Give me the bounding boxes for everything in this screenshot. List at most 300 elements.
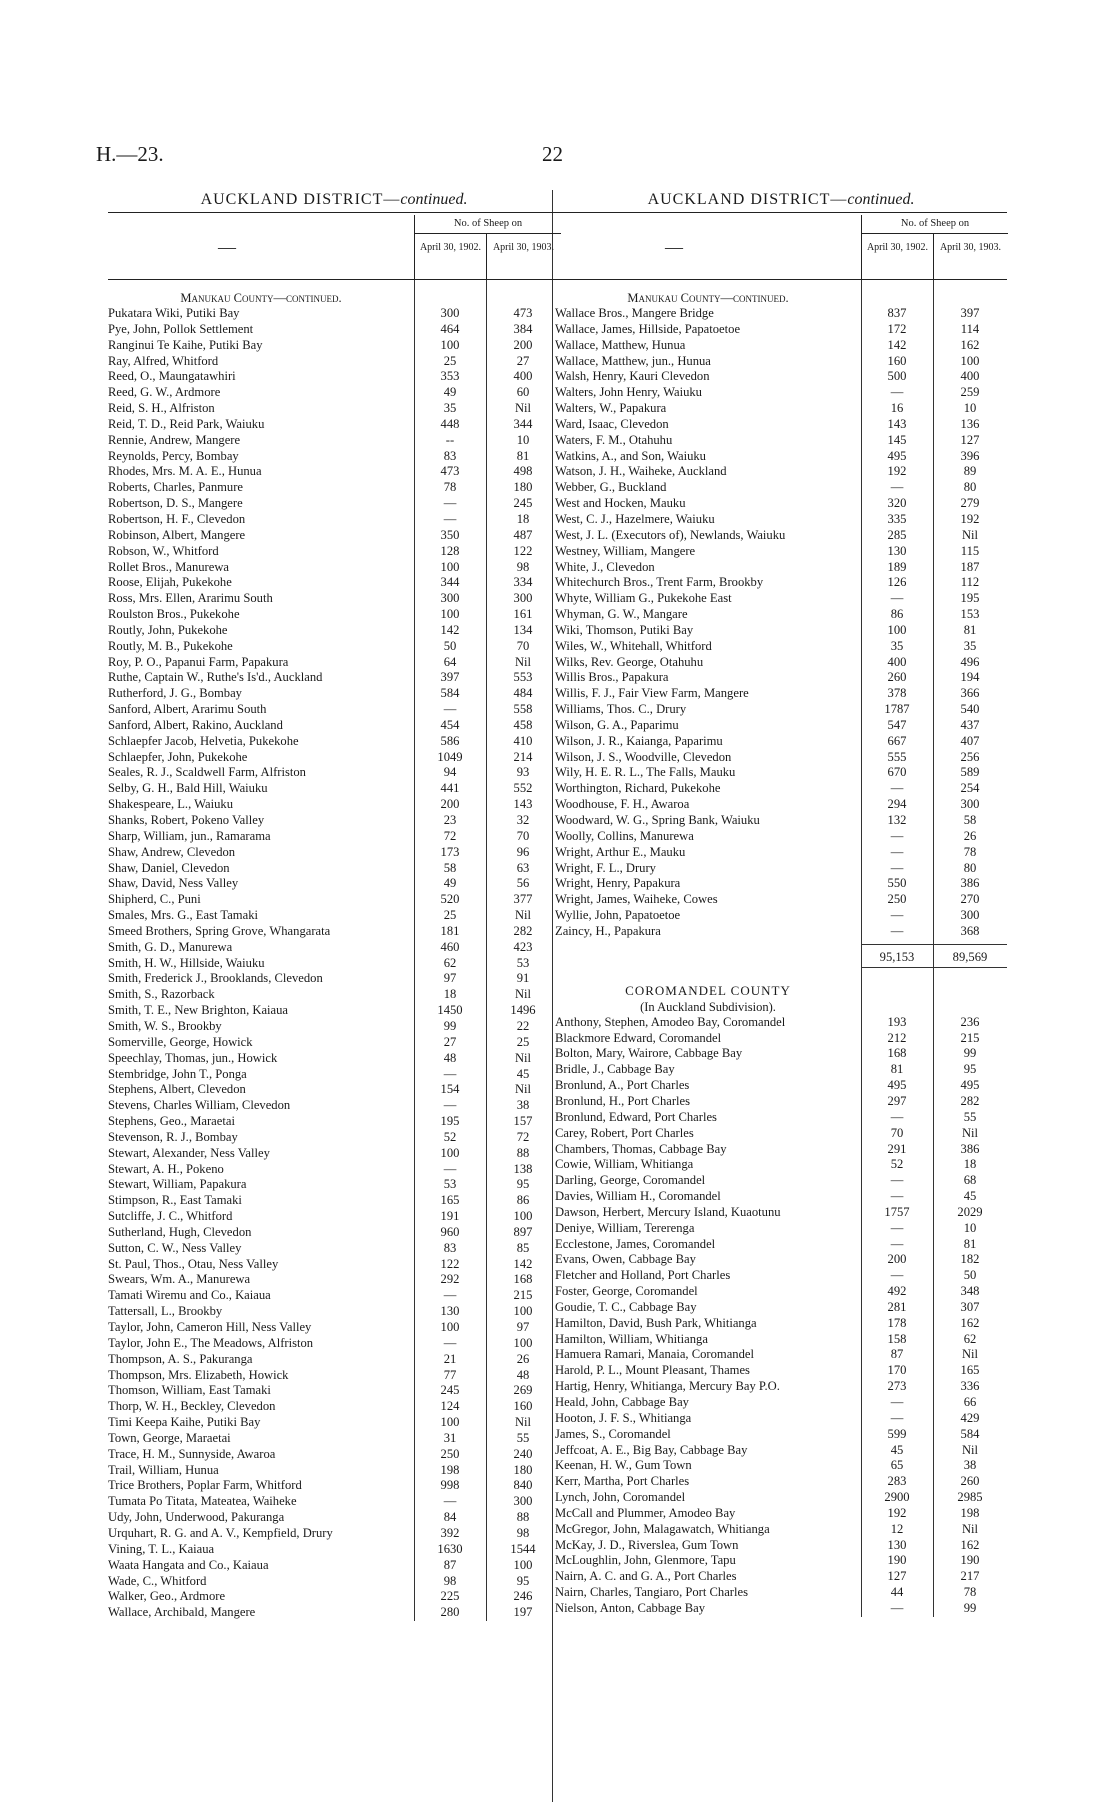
sheep-1903-value: 26 <box>963 828 977 843</box>
table-row <box>555 560 1007 576</box>
table-row <box>108 797 560 813</box>
sheep-1903-value: 35 <box>963 638 977 653</box>
owner-name: Stephens, Geo., Maraetai <box>108 1114 235 1129</box>
sheep-1902-value: — <box>890 591 904 606</box>
section-heading: Manukau County—continued. <box>627 291 789 305</box>
sheep-1903-value: 217 <box>960 1569 980 1584</box>
table-row <box>108 1193 560 1209</box>
sheep-1903-value: 18 <box>516 511 530 526</box>
sheep-1902-value: 18 <box>443 987 457 1002</box>
owner-name: Wade, C., Whitford <box>108 1573 207 1588</box>
sheep-1903-value: 86 <box>516 1193 530 1208</box>
owner-name: Willis, F. J., Fair View Farm, Mangere <box>555 686 749 701</box>
table-row <box>555 1031 1007 1047</box>
sheep-1902-value: 77 <box>443 1367 457 1382</box>
owner-name: Worthington, Richard, Pukekohe <box>555 781 721 796</box>
sheep-1903-value: 192 <box>960 511 980 526</box>
owner-name: Thorp, W. H., Beckley, Clevedon <box>108 1399 276 1414</box>
table-row <box>555 1157 1007 1173</box>
left-column <box>108 188 560 1621</box>
owner-name: Rennie, Andrew, Mangere <box>108 432 241 447</box>
total-1903: 89,569 <box>933 944 1007 968</box>
owner-name: Evans, Owen, Cabbage Bay <box>555 1252 696 1267</box>
sheep-1903-value: 115 <box>960 543 980 558</box>
sheep-1902-value: 297 <box>887 1093 907 1108</box>
sheep-1903-value: 195 <box>960 591 980 606</box>
table-row <box>555 480 1007 496</box>
table-row <box>108 1067 560 1083</box>
table-row <box>555 1411 1007 1427</box>
sheep-1903-value: 96 <box>516 844 530 859</box>
table-row <box>108 1019 560 1035</box>
sheep-1902-value: 473 <box>440 464 460 479</box>
sheep-1902-value: 100 <box>440 607 460 622</box>
table-row <box>555 1458 1007 1474</box>
sheep-1903-value: 282 <box>960 1093 980 1108</box>
sheep-1902-value: 195 <box>440 1114 460 1129</box>
table-row <box>555 464 1007 480</box>
table-row <box>108 1082 560 1098</box>
sheep-1903-value: 66 <box>963 1395 977 1409</box>
owner-name: Watkins, A., and Son, Waiuku <box>555 448 706 463</box>
table-row <box>108 1098 560 1114</box>
owner-name: Wilson, J. S., Woodville, Clevedon <box>555 749 732 764</box>
table-row <box>555 306 1007 322</box>
sheep-1902-value: — <box>443 1335 457 1350</box>
owner-name: Sanford, Albert, Rakino, Auckland <box>108 717 283 732</box>
owner-name: Timi Keepa Kaihe, Putiki Bay <box>108 1415 261 1430</box>
owner-name: Chambers, Thomas, Cabbage Bay <box>555 1141 727 1156</box>
owner-name: Smith, Frederick J., Brooklands, Clevedon <box>108 971 323 986</box>
owner-name: Udy, John, Underwood, Pakuranga <box>108 1510 285 1525</box>
owner-name: James, S., Coromandel <box>555 1426 671 1441</box>
sheep-1903-value: 458 <box>513 717 533 732</box>
owner-name: Heald, John, Cabbage Bay <box>555 1395 689 1409</box>
owner-name: Ray, Alfred, Whitford <box>108 353 219 368</box>
owner-name: Shaw, David, Ness Valley <box>108 876 239 891</box>
table-row <box>108 781 560 797</box>
table-row <box>555 813 1007 829</box>
sheep-1902-value: 191 <box>440 1209 460 1224</box>
table-row <box>555 1585 1007 1601</box>
table-row <box>108 1035 560 1051</box>
table-row <box>555 1173 1007 1189</box>
sheep-1903-value: 134 <box>513 622 533 637</box>
owner-name: Bridle, J., Cabbage Bay <box>555 1062 675 1077</box>
owner-name: Robertson, H. F., Clevedon <box>108 511 246 526</box>
year-1902-header: April 30, 1902. <box>414 234 486 279</box>
owner-name: Wright, James, Waiheke, Cowes <box>555 892 718 907</box>
owner-name: Smith, T. E., New Brighton, Kaiaua <box>108 1003 289 1018</box>
owner-name: Speechlay, Thomas, jun., Howick <box>108 1050 278 1065</box>
sheep-1903-value: 344 <box>513 416 533 431</box>
table-row <box>555 1237 1007 1253</box>
owner-name: Carey, Robert, Port Charles <box>555 1125 694 1140</box>
sheep-1903-value: 100 <box>513 1557 533 1572</box>
sheep-1902-value: 291 <box>887 1141 907 1156</box>
owner-name: Trail, William, Hunua <box>108 1462 219 1477</box>
sheep-1902-value: 128 <box>440 543 460 558</box>
table-row <box>555 861 1007 877</box>
table-row <box>555 1332 1007 1348</box>
table-row <box>108 1336 560 1352</box>
owner-name: Jeffcoat, A. E., Big Bay, Cabbage Bay <box>555 1442 748 1457</box>
owner-name: Routly, M. B., Pukekohe <box>108 638 233 653</box>
sheep-1903-value: 498 <box>513 464 533 479</box>
table-row <box>108 845 560 861</box>
owner-name: Wright, Arthur E., Mauku <box>555 844 686 859</box>
sheep-1903-value: 10 <box>963 401 977 416</box>
owner-name: Wallace Bros., Mangere Bridge <box>555 306 714 320</box>
table-row <box>555 876 1007 892</box>
sheep-1903-value: 429 <box>960 1410 980 1425</box>
table-row <box>108 1415 560 1431</box>
sheep-1903-value: 2985 <box>957 1490 983 1505</box>
table-row <box>108 417 560 433</box>
owner-name: Stewart, Alexander, Ness Valley <box>108 1145 270 1160</box>
owner-name: Walters, W., Papakura <box>555 401 667 416</box>
owner-name: Rhodes, Mrs. M. A. E., Hunua <box>108 464 262 479</box>
sheep-1903-value: 168 <box>513 1272 533 1287</box>
owner-name: Urquhart, R. G. and A. V., Kempfield, Drury <box>108 1525 333 1540</box>
owner-name: Wallace, Matthew, jun., Hunua <box>555 353 711 368</box>
table-row <box>108 1352 560 1368</box>
table-row <box>108 1399 560 1415</box>
sheep-1902-value: 392 <box>440 1525 460 1540</box>
table-row <box>555 1284 1007 1300</box>
sheep-1903-value: 410 <box>513 733 533 748</box>
sheep-1902-value: — <box>890 1268 904 1283</box>
sheep-1902-value: 200 <box>887 1252 907 1267</box>
owner-name: Hooton, J. F. S., Whitianga <box>555 1410 692 1425</box>
table-row <box>108 718 560 734</box>
table-row <box>555 718 1007 734</box>
owner-name: Stewart, William, Papakura <box>108 1177 247 1192</box>
sheep-1902-value: 50 <box>443 638 457 653</box>
owner-name: Ward, Isaac, Clevedon <box>555 416 669 431</box>
sheep-1903-value: 584 <box>960 1426 980 1441</box>
sheep-1902-value: 25 <box>443 908 457 923</box>
sheep-1903-value: 558 <box>513 702 533 717</box>
sheep-1902-value: 64 <box>443 654 457 669</box>
owner-name: Sutton, C. W., Ness Valley <box>108 1240 242 1255</box>
sheep-1903-value: Nil <box>961 527 979 542</box>
sheep-1903-value: 307 <box>960 1299 980 1314</box>
sheep-1903-value: Nil <box>514 908 532 923</box>
sheep-1902-value: 168 <box>887 1046 907 1061</box>
sheep-1903-value: 22 <box>516 1018 530 1033</box>
sheep-1903-value: 162 <box>960 337 980 352</box>
owner-name: Bolton, Mary, Wairore, Cabbage Bay <box>555 1046 743 1061</box>
sheep-1902-value: 584 <box>440 686 460 701</box>
owner-name: Walters, John Henry, Waiuku <box>555 385 702 400</box>
owner-name: Deniye, William, Tererenga <box>555 1220 695 1235</box>
owner-name: Trice Brothers, Poplar Farm, Whitford <box>108 1478 302 1493</box>
owner-name: Woodhouse, F. H., Awaroa <box>555 797 690 812</box>
sheep-1902-value: 154 <box>440 1082 460 1097</box>
table-row <box>108 1368 560 1384</box>
sheep-1903-value: 161 <box>513 607 533 622</box>
table-row <box>555 750 1007 766</box>
sheep-1902-value: 378 <box>887 686 907 701</box>
sheep-1903-value: 45 <box>516 1066 530 1081</box>
table-row <box>555 1046 1007 1062</box>
owner-name: Thompson, Mrs. Elizabeth, Howick <box>108 1367 289 1382</box>
sheep-1903-value: 32 <box>516 813 530 827</box>
owner-name: Stimpson, R., East Tamaki <box>108 1193 242 1208</box>
sheep-1902-value: 198 <box>440 1462 460 1477</box>
table-row <box>108 1574 560 1590</box>
sheep-1903-value: 190 <box>960 1553 980 1568</box>
table-row <box>555 686 1007 702</box>
sheep-1902-value: 250 <box>440 1446 460 1461</box>
table-row <box>555 1268 1007 1284</box>
sheep-1902-value: 99 <box>443 1018 457 1033</box>
sheep-1903-value: 215 <box>960 1030 980 1045</box>
owner-name: White, J., Clevedon <box>555 559 655 574</box>
table-row <box>108 1558 560 1574</box>
owner-name: Hamilton, David, Bush Park, Whitianga <box>555 1315 757 1330</box>
sheep-1903-value: 540 <box>960 702 980 717</box>
sheep-1902-value: 87 <box>890 1347 904 1362</box>
table-row <box>108 1431 560 1447</box>
owner-name: Pye, John, Pollok Settlement <box>108 321 254 336</box>
sheep-1902-value: 143 <box>887 416 907 431</box>
sheep-1903-value: 62 <box>963 1331 977 1346</box>
sheep-1903-value: Nil <box>514 1082 532 1097</box>
year-1903-header: April 30, 1903. <box>933 234 1007 279</box>
name-column-dash: — <box>665 237 683 257</box>
owner-name: Robinson, Albert, Mangere <box>108 527 246 542</box>
sheep-1903-value: 194 <box>960 670 980 685</box>
sheep-1902-value: 292 <box>440 1272 460 1287</box>
sheep-1902-value: 464 <box>440 321 460 336</box>
table-row <box>108 575 560 591</box>
sheep-1902-value: — <box>890 860 904 875</box>
owner-name: Smith, G. D., Manurewa <box>108 939 233 954</box>
sheep-1902-value: 335 <box>887 511 907 526</box>
sheep-1903-value: Nil <box>514 654 532 669</box>
sheep-1902-value: 100 <box>440 337 460 352</box>
table-row <box>108 1257 560 1273</box>
sheep-1902-value: 45 <box>890 1442 904 1457</box>
owner-name: Tumata Po Titata, Mateatea, Waiheke <box>108 1494 297 1509</box>
sheep-1902-value: 1630 <box>437 1541 463 1556</box>
sheep-1902-value: 145 <box>887 432 907 447</box>
sheep-1903-value: 100 <box>513 1209 533 1224</box>
sheep-1903-value: Nil <box>961 1521 979 1536</box>
table-row <box>108 528 560 544</box>
table-row <box>108 639 560 655</box>
owner-name: Wright, F. L., Drury <box>555 860 656 875</box>
sheep-1902-value: — <box>443 1098 457 1113</box>
table-row <box>555 924 1007 940</box>
owner-name: Wallace, James, Hillside, Papatoetoe <box>555 321 741 336</box>
sheep-1903-value: 1496 <box>510 1003 536 1018</box>
owner-name: Zaincy, H., Papakura <box>555 923 661 938</box>
sheep-1903-value: 81 <box>516 448 530 463</box>
sheep-1903-value: 423 <box>513 939 533 954</box>
sheep-1903-value: 50 <box>963 1268 977 1283</box>
sheep-1902-value: 181 <box>440 923 460 938</box>
sheep-1903-value: 180 <box>513 480 533 495</box>
table-row <box>108 1051 560 1067</box>
table-row <box>555 1078 1007 1094</box>
table-row <box>108 1605 560 1621</box>
sheep-1902-value: 555 <box>887 749 907 764</box>
sheep-1903-value: 279 <box>960 496 980 511</box>
table-row <box>108 591 560 607</box>
table-row <box>555 1553 1007 1569</box>
sheep-1903-value: 78 <box>963 1585 977 1600</box>
district-title: AUCKLAND DISTRICT—continued. <box>200 191 468 208</box>
owner-name: Fletcher and Holland, Port Charles <box>555 1268 731 1283</box>
table-row <box>108 464 560 480</box>
sheep-1902-value: 97 <box>443 971 457 986</box>
owner-name: Town, George, Maraetai <box>108 1430 231 1445</box>
table-row <box>108 1383 560 1399</box>
sheep-1902-value: — <box>890 480 904 495</box>
owner-name: Wallace, Archibald, Mangere <box>108 1605 256 1620</box>
sheep-1903-value: 95 <box>516 1573 530 1588</box>
owner-name: St. Paul, Thos., Otau, Ness Valley <box>108 1256 279 1271</box>
sheep-1902-value: 495 <box>887 1078 907 1093</box>
sheep-1902-value: 1787 <box>884 702 910 717</box>
sheep-1903-value: 10 <box>963 1220 977 1235</box>
owner-name: Sanford, Albert, Ararimu South <box>108 702 267 717</box>
owner-name: Shanks, Robert, Pokeno Valley <box>108 813 265 827</box>
sheep-1902-value: 492 <box>887 1284 907 1299</box>
table-row <box>555 338 1007 354</box>
owner-name: West, C. J., Hazelmere, Waiuku <box>555 511 715 526</box>
sheep-1902-value: 283 <box>887 1474 907 1489</box>
owner-name: Sutcliffe, J. C., Whitford <box>108 1209 233 1224</box>
sheep-1903-value: 269 <box>513 1383 533 1398</box>
owner-name: McKay, J. D., Riverslea, Gum Town <box>555 1537 739 1552</box>
sheep-1902-value: 100 <box>440 1320 460 1334</box>
table-row <box>108 1130 560 1146</box>
table-row <box>555 1395 1007 1411</box>
owner-name: Smith, H. W., Hillside, Waiuku <box>108 955 265 970</box>
sheep-1902-value: 280 <box>440 1605 460 1620</box>
table-row <box>108 623 560 639</box>
sheep-1903-value: 484 <box>513 686 533 701</box>
sheep-1903-value: 336 <box>960 1379 980 1394</box>
sheep-1902-value: 2900 <box>884 1490 910 1505</box>
sheep-1903-value: 552 <box>513 781 533 796</box>
sheep-1902-value: 100 <box>440 1145 460 1160</box>
sheep-1902-value: 84 <box>443 1510 457 1525</box>
sheep-1902-value: 400 <box>887 654 907 669</box>
sheep-1903-value: 240 <box>513 1446 533 1461</box>
owner-name: Stephens, Albert, Clevedon <box>108 1082 246 1097</box>
table-row <box>108 1288 560 1304</box>
sheep-1903-value: 38 <box>516 1098 530 1113</box>
report-reference: H.—23. <box>96 142 164 166</box>
owner-name: Stevens, Charles William, Clevedon <box>108 1098 291 1113</box>
sheep-1902-value: 100 <box>440 1415 460 1430</box>
sheep-1902-value: 130 <box>887 1537 907 1552</box>
table-row <box>555 401 1007 417</box>
sheep-1902-value: — <box>890 844 904 859</box>
sheep-1903-value: 58 <box>963 813 977 827</box>
sheep-1903-value: 91 <box>516 971 530 986</box>
sheep-1902-value: — <box>890 1236 904 1251</box>
owner-name: Keenan, H. W., Gum Town <box>555 1458 692 1473</box>
sheep-1903-value: 260 <box>960 1474 980 1489</box>
sheep-1902-value: 48 <box>443 1050 457 1065</box>
owner-name: Hartig, Henry, Whitianga, Mercury Bay P.O. <box>555 1379 780 1394</box>
owner-name: Hamilton, William, Whitianga <box>555 1331 708 1346</box>
sheep-1902-value: 281 <box>887 1299 907 1314</box>
sheep-1902-value: 21 <box>443 1351 457 1366</box>
sheep-1903-value: 93 <box>516 765 530 780</box>
sheep-1903-value: 55 <box>516 1430 530 1445</box>
owner-name: Darling, George, Coromandel <box>555 1173 706 1188</box>
sheep-1903-value: 396 <box>960 448 980 463</box>
owner-name: Shipherd, C., Puni <box>108 892 201 907</box>
table-row <box>108 686 560 702</box>
owner-name: Waters, F. M., Otahuhu <box>555 432 673 447</box>
table-row <box>108 1542 560 1558</box>
owner-name: Tattersall, L., Brookby <box>108 1304 223 1319</box>
right-table <box>555 290 1007 1617</box>
sheep-1902-value: 300 <box>440 591 460 606</box>
sheep-1903-value: Nil <box>514 987 532 1002</box>
sheep-1902-value: 960 <box>440 1224 460 1239</box>
table-row <box>555 892 1007 908</box>
sheep-1902-value: 998 <box>440 1478 460 1493</box>
owner-name: Rutherford, J. G., Bombay <box>108 686 242 701</box>
table-row <box>108 607 560 623</box>
sheep-1902-value: — <box>890 923 904 938</box>
owner-name: Wright, Henry, Papakura <box>555 876 681 891</box>
sheep-1902-value: — <box>890 1395 904 1409</box>
owner-name: Williams, Thos. C., Drury <box>555 702 687 717</box>
owner-name: Smeed Brothers, Spring Grove, Whangarata <box>108 923 331 938</box>
table-row <box>555 1205 1007 1221</box>
table-row <box>555 639 1007 655</box>
sheep-1902-value: 173 <box>440 844 460 859</box>
owner-name: Bronlund, H., Port Charles <box>555 1093 691 1108</box>
owner-name: Reynolds, Percy, Bombay <box>108 448 239 463</box>
sheep-1903-value: 81 <box>963 1236 977 1251</box>
table-row <box>108 354 560 370</box>
sheep-1903-value: 55 <box>963 1109 977 1124</box>
table-row <box>108 924 560 940</box>
sheep-1903-value: 85 <box>516 1240 530 1255</box>
sheep-1902-value: 86 <box>890 607 904 622</box>
sheep-1903-value: 98 <box>516 559 530 574</box>
sheep-1902-value: 320 <box>887 496 907 511</box>
sheep-1902-value: -- <box>445 432 455 447</box>
table-row <box>555 1142 1007 1158</box>
sheep-1903-value: Nil <box>514 1050 532 1065</box>
owner-name: Nairn, Charles, Tangiaro, Port Charles <box>555 1585 748 1600</box>
sheep-1903-value: 99 <box>963 1600 977 1615</box>
owner-name: Smales, Mrs. G., East Tamaki <box>108 908 258 923</box>
sheep-1903-value: 160 <box>513 1399 533 1414</box>
table-row <box>555 1522 1007 1538</box>
owner-name: Routly, John, Pukekohe <box>108 622 228 637</box>
sheep-1902-value: 1450 <box>437 1003 463 1018</box>
sheep-1903-value: 245 <box>513 496 533 511</box>
sheep-1903-value: 407 <box>960 733 980 748</box>
owner-name: Wilson, G. A., Paparimu <box>555 717 679 732</box>
sheep-1903-value: 122 <box>513 543 533 558</box>
left-table <box>108 290 560 1621</box>
sheep-1902-value: 31 <box>443 1430 457 1445</box>
